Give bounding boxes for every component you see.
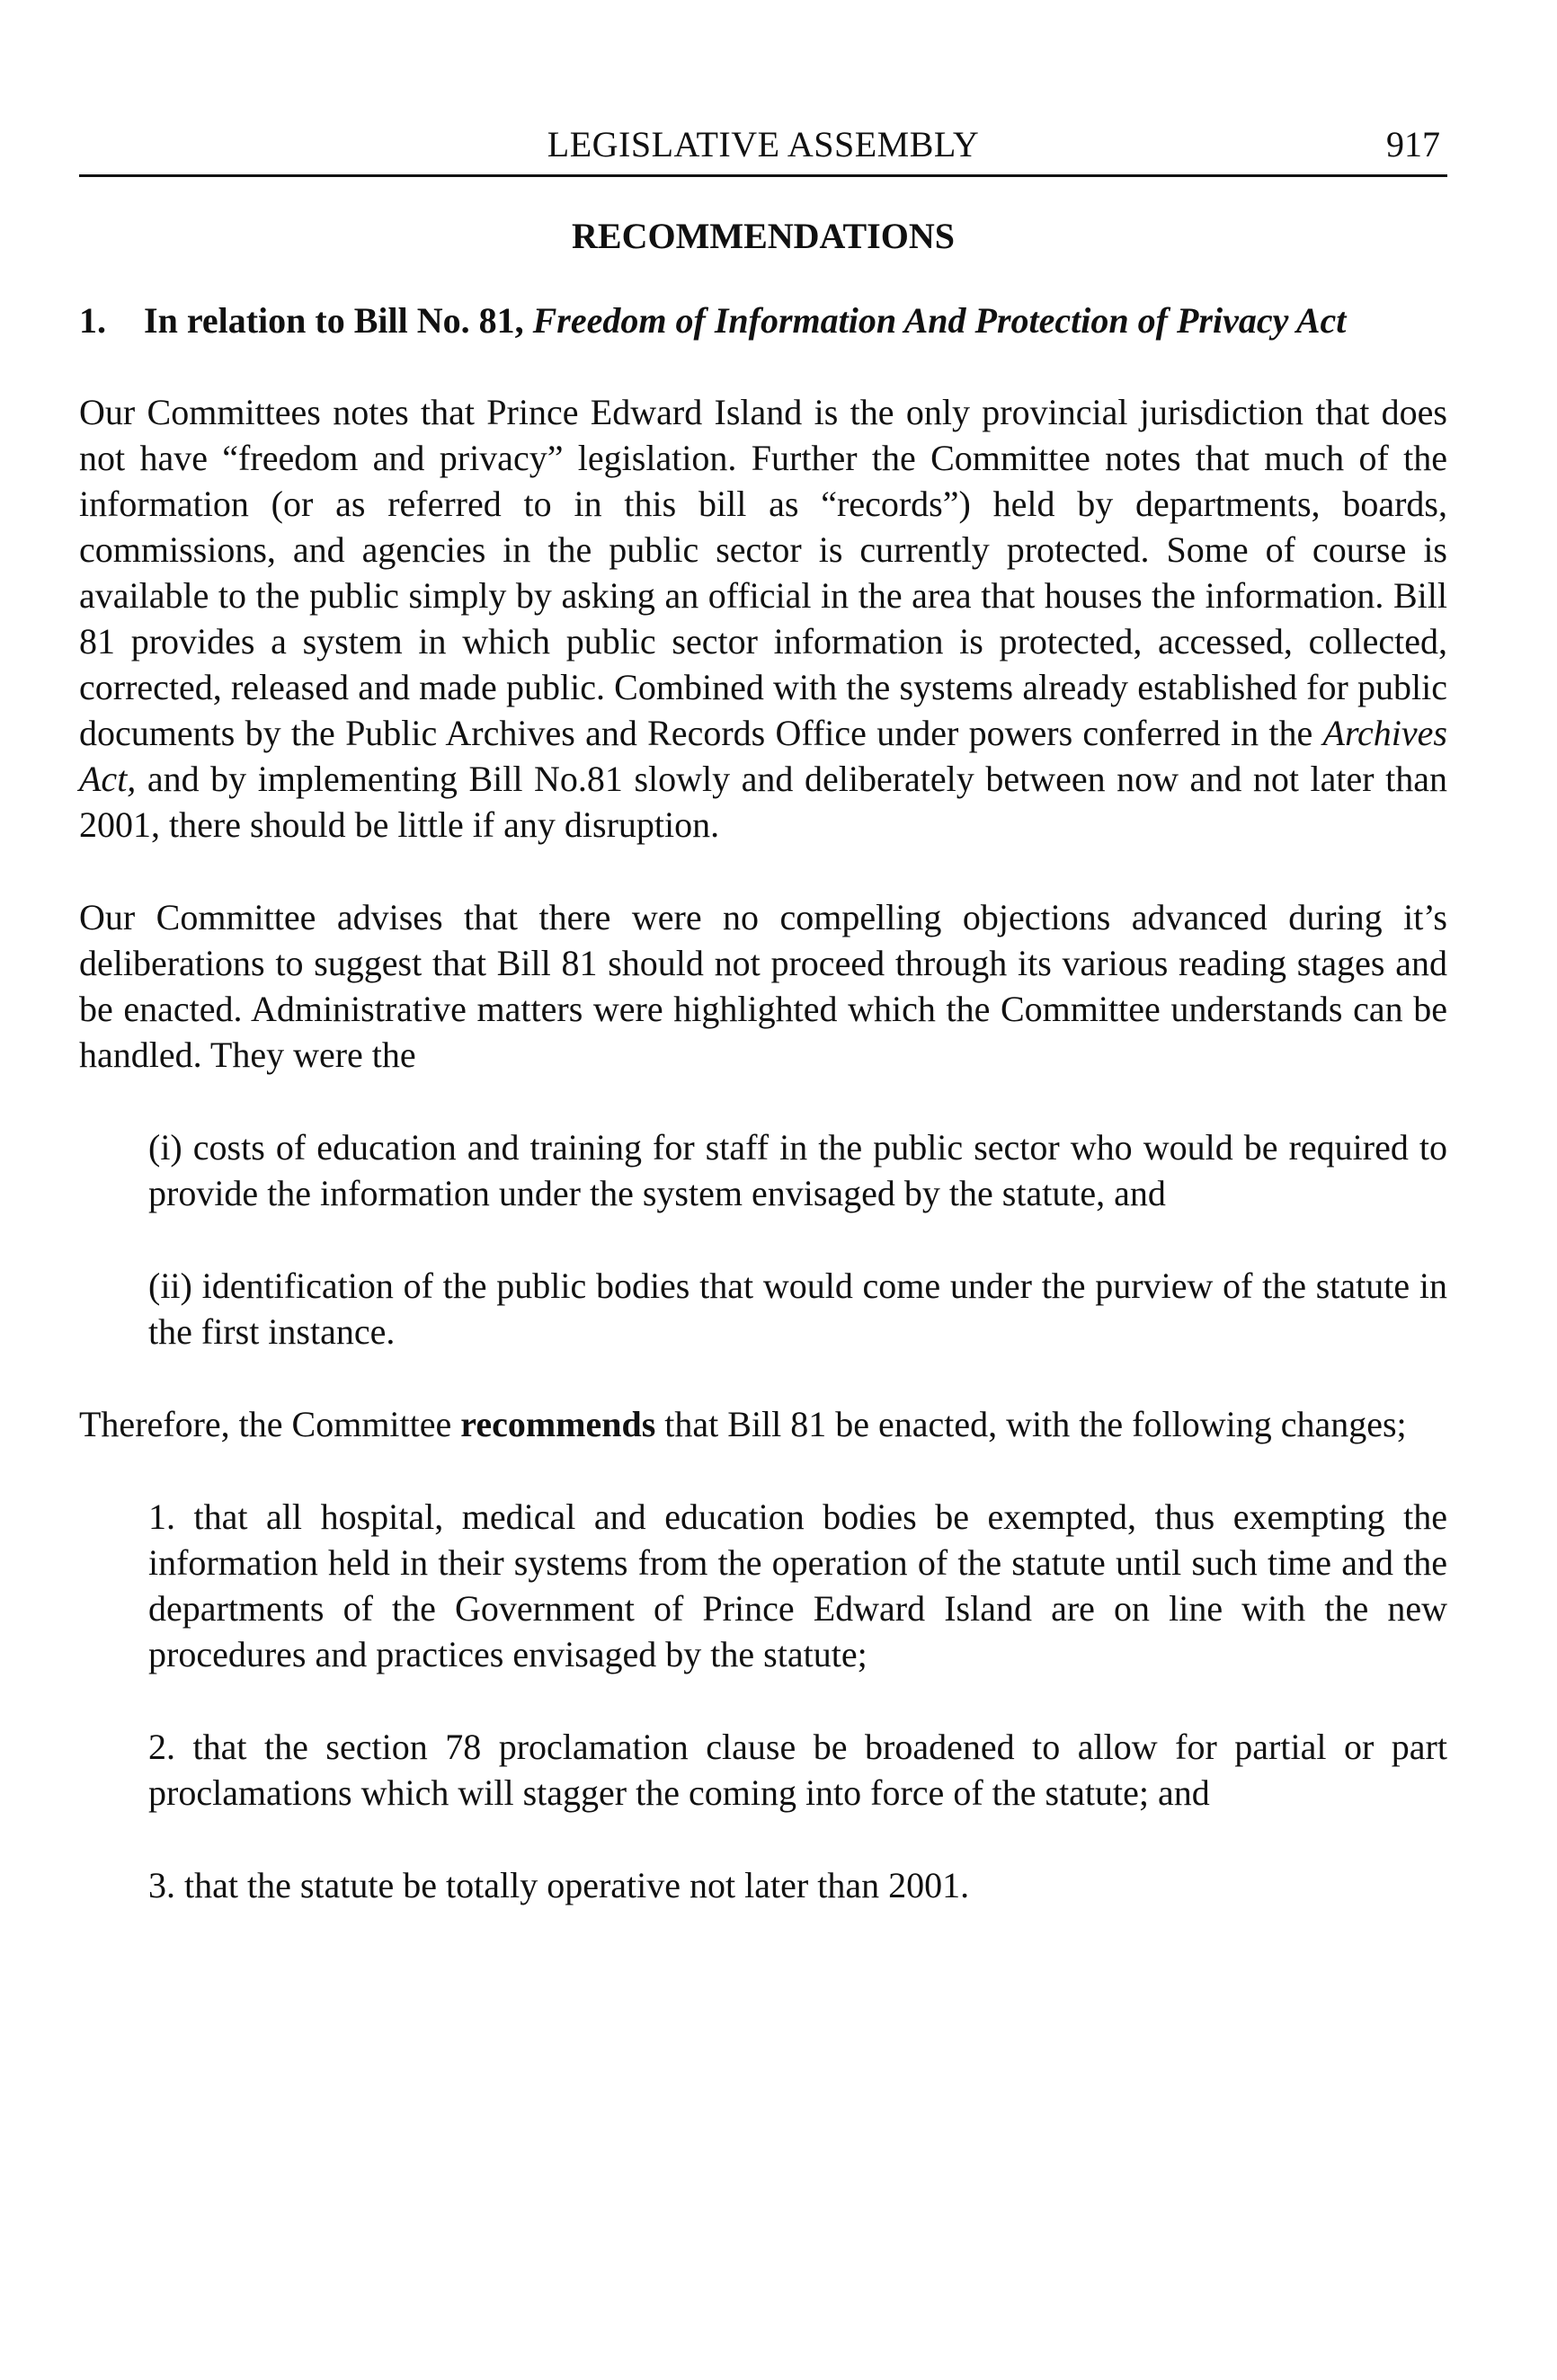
paragraph-recommendation-text-a: Therefore, the Committee — [79, 1404, 461, 1444]
running-header — [79, 117, 1447, 173]
list-item: (i) costs of education and training for staff in the public sector who would be required to provide the information under the system envisaged by the statute, and — [148, 1127, 1447, 1213]
paragraph-context-text-a: Our Committees notes that Prince Edward Island is the only provincial jurisdiction that does not have “freedom and privacy” legislation. Further the Committee notes that much of the information (or as referred to in this bill as “records”) held by departments, boards, commissions, and agencies in the public sector is currently protected. Some of course is available to the public simply by asking an official in the area that houses the information. Bill 81 provides a system in which public sector information is protected, accessed, collected, corrected, released and made public. Combined with the systems already established for public documents by the Public Archives and Records Office under powers conferred in the — [79, 392, 1447, 753]
header-rule — [79, 174, 1447, 177]
item-heading-text — [144, 298, 1346, 344]
recommends-emphasis: recommends — [460, 1404, 656, 1444]
paragraph-recommendation-text-b: that Bill 81 be enacted, with the following changes; — [655, 1404, 1407, 1444]
paragraph-context-text-b: and by implementing Bill No.81 slowly and deliberately between now and not later than 2001, there should be little if any disruption. — [79, 759, 1447, 845]
item-lead: In relation to Bill No. 81, — [144, 300, 533, 341]
section-title: RECOMMENDATIONS — [572, 216, 955, 256]
recommendations-list — [148, 1494, 1447, 1908]
administrative-matters-list — [148, 1124, 1447, 1354]
document-page — [79, 117, 1447, 1955]
paragraph-context — [79, 389, 1447, 848]
archives-act-reference: Archives Act, — [79, 713, 1447, 799]
page-number: 917 — [1386, 124, 1440, 164]
list-item: 2. that the section 78 proclamation clause be broadened to allow for partial or part proclamations which will stagger the coming into force of the statute; and — [148, 1727, 1447, 1813]
list-item: 3. that the statute be totally operative not later than 2001. — [148, 1865, 970, 1905]
paragraph-recommendation — [79, 1401, 1447, 1447]
list-item: 1. that all hospital, medical and education bodies be exempted, thus exempting the information held in their systems from the operation of the statute until such time and the departments of the Government of Prince Edward Island are on line with the new procedures and practices envisaged by the statute; — [148, 1496, 1447, 1674]
list-item: (ii) identification of the public bodies that would come under the purview of the statute in the first instance. — [148, 1265, 1447, 1352]
paragraph-advice: Our Committee advises that there were no compelling objections advanced during it’s deliberations to suggest that Bill 81 should not proceed through its various reading stages and be enacted. Administrative matters were highlighted which the Committee understands can be handled. They were the — [79, 897, 1447, 1075]
act-title: Freedom of Information And Protection of Privacy Act — [532, 300, 1347, 341]
running-title: LEGISLATIVE ASSEMBLY — [547, 124, 980, 164]
item-number: 1. — [79, 300, 106, 341]
item-heading — [79, 298, 1447, 344]
